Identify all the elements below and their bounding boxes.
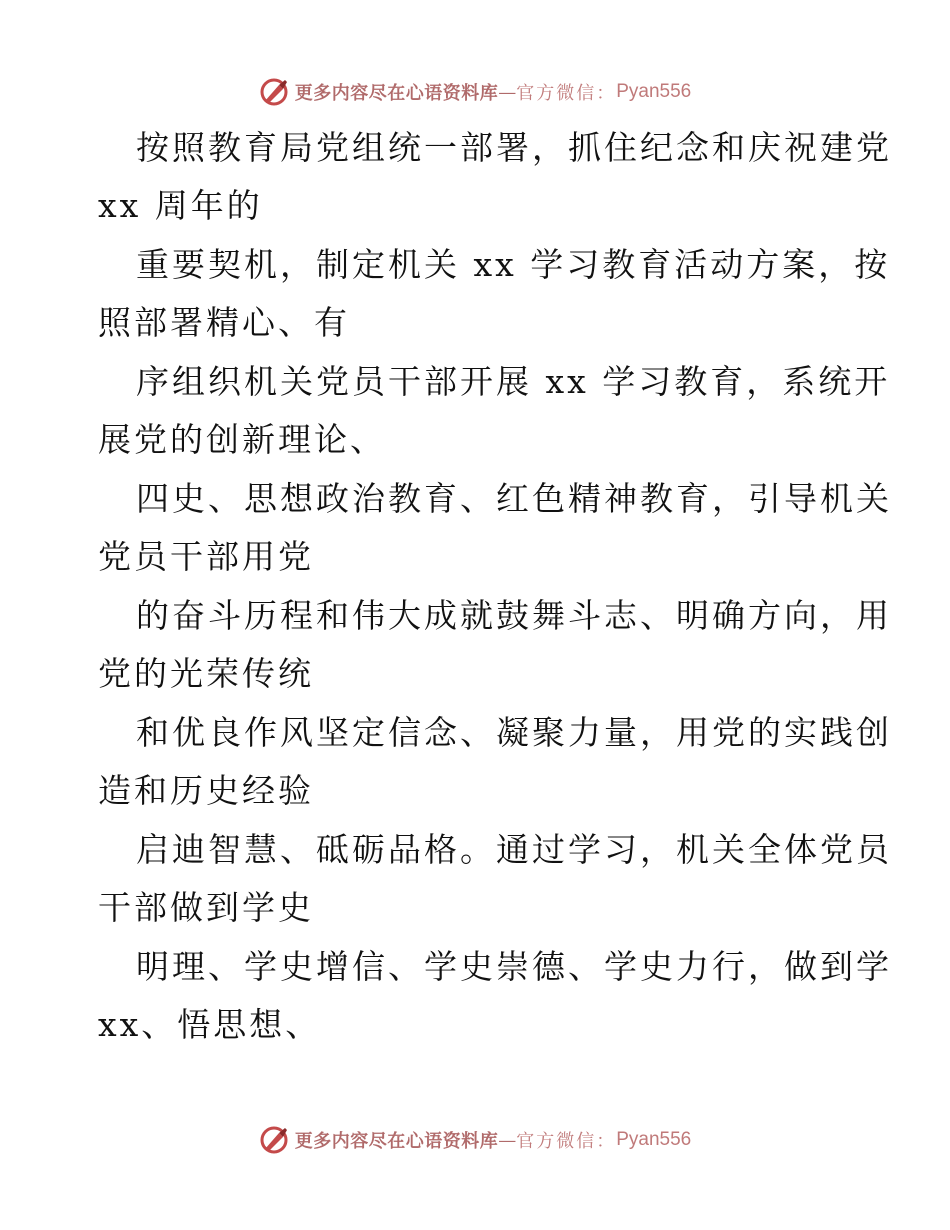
text-line: 干部做到学史	[98, 888, 314, 927]
text-line: 党员干部用党	[98, 537, 314, 576]
text-line: 展党的创新理论、	[98, 420, 386, 459]
watermark-contact-label: 官方微信：	[516, 83, 617, 104]
watermark-contact-label: 官方微信：	[516, 1131, 617, 1152]
text-line: xx、悟思想、	[98, 1005, 322, 1044]
text-line: xx 周年的	[98, 186, 263, 225]
text-line: 的奋斗历程和伟大成就鼓舞斗志、明确方向，用	[136, 596, 892, 635]
watermark-dash: —	[498, 81, 517, 103]
pen-logo-icon	[259, 77, 289, 107]
watermark-contact-id: Pyan556	[616, 81, 692, 102]
text-line: 党的光荣传统	[98, 654, 314, 693]
pen-logo-icon	[259, 1125, 289, 1155]
watermark-dash: —	[498, 1129, 517, 1151]
text-line: 和优良作风坚定信念、凝聚力量，用党的实践创	[136, 713, 892, 752]
text-line: 造和历史经验	[98, 771, 314, 810]
header-watermark	[0, 72, 950, 112]
text-line: 按照教育局党组统一部署，抓住纪念和庆祝建党	[136, 128, 892, 167]
text-line: 明理、学史增信、学史崇德、学史力行，做到学	[136, 947, 892, 986]
watermark-text: 更多内容尽在心语资料库	[294, 1131, 499, 1152]
text-line: 四史、思想政治教育、红色精神教育，引导机关	[136, 479, 892, 518]
text-line: 启迪智慧、砥砺品格。通过学习，机关全体党员	[136, 830, 892, 869]
footer-watermark	[0, 1120, 950, 1160]
text-line: 重要契机，制定机关 xx 学习教育活动方案，按	[136, 245, 891, 284]
watermark-text: 更多内容尽在心语资料库	[294, 83, 499, 104]
text-line: 照部署精心、有	[98, 303, 350, 342]
text-line: 序组织机关党员干部开展 xx 学习教育，系统开	[136, 362, 891, 401]
watermark-contact-id: Pyan556	[616, 1129, 692, 1150]
